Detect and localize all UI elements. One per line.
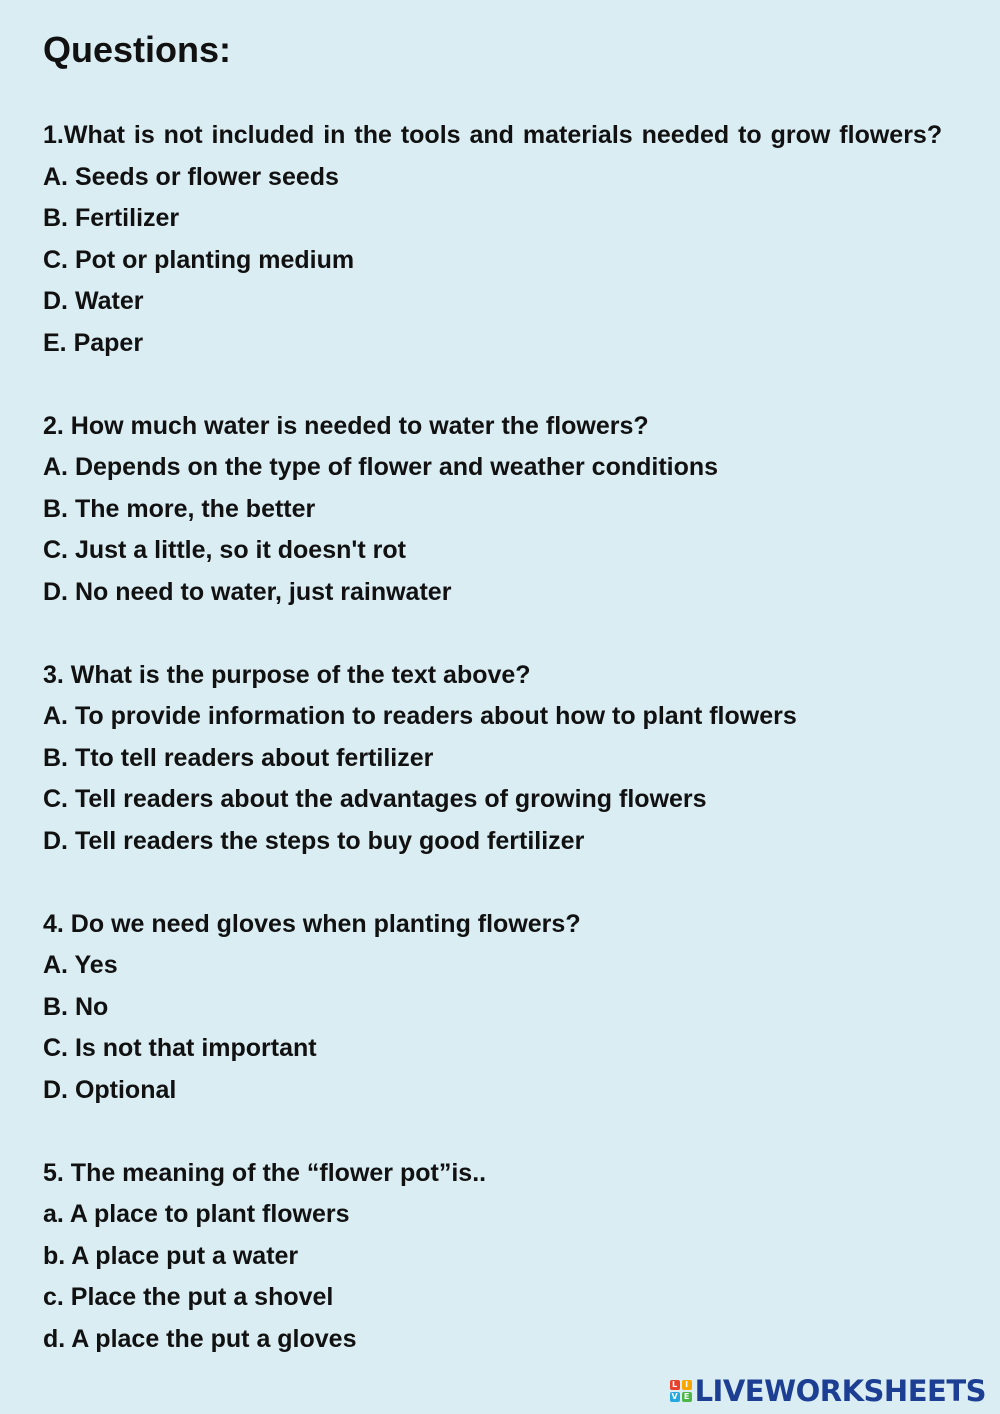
question-1 — [43, 115, 955, 364]
question-2-option-d: D. No need to water, just rainwater — [43, 577, 452, 606]
question-3-option-d: D. Tell readers the steps to buy good fertilizer — [43, 826, 585, 855]
liveworksheets-wordmark: LIVEWORKSHEETS — [694, 1374, 986, 1408]
liveworksheets-branding[interactable] — [670, 1374, 986, 1408]
question-1-option-a: A. Seeds or flower seeds — [43, 162, 339, 191]
logo-tile-l: L — [670, 1380, 680, 1390]
question-4-option-d: D. Optional — [43, 1075, 177, 1104]
question-5-option-b: b. A place put a water — [43, 1241, 299, 1270]
page-title: Questions: — [43, 29, 232, 70]
question-4-option-b: B. No — [43, 992, 109, 1021]
question-3-option-b: B. Tto tell readers about fertilizer — [43, 743, 434, 772]
question-2 — [43, 406, 955, 614]
question-5 — [43, 1153, 955, 1361]
question-1-option-c: C. Pot or planting medium — [43, 245, 355, 274]
logo-tile-v: V — [671, 1392, 678, 1401]
question-5-prompt: 5. The meaning of the “flower pot”is.. — [43, 1158, 487, 1187]
question-3-option-c: C. Tell readers about the advantages of growing flowers — [43, 785, 707, 813]
question-1-option-b: B. Fertilizer — [43, 204, 180, 232]
question-5-option-c: c. Place the put a shovel — [43, 1283, 334, 1311]
question-4 — [43, 904, 955, 1112]
question-3-prompt: 3. What is the purpose of the text above? — [43, 660, 531, 689]
question-3-option-a: A. To provide information to readers about how to plant flowers — [43, 702, 797, 730]
question-2-option-c: C. Just a little, so it doesn't rot — [43, 536, 406, 564]
question-4-prompt: 4. Do we need gloves when planting flowers? — [43, 909, 581, 938]
logo-tile-e: E — [682, 1392, 692, 1402]
question-5-option-a: a. A place to plant flowers — [43, 1200, 350, 1228]
logo-tile-i: I — [682, 1380, 692, 1390]
question-5-option-d: d. A place the put a gloves — [43, 1324, 357, 1353]
question-2-option-b: B. The more, the better — [43, 494, 316, 523]
question-4-option-c: C. Is not that important — [43, 1034, 317, 1062]
question-2-option-a: A. Depends on the type of flower and weather conditions — [43, 453, 719, 481]
question-4-option-a: A. Yes — [43, 951, 118, 979]
question-2-prompt: 2. How much water is needed to water the flowers? — [43, 411, 649, 440]
liveworksheets-logo-icon — [670, 1380, 692, 1402]
question-1-option-d: D. Water — [43, 287, 144, 315]
question-1-option-e: E. Paper — [43, 328, 144, 357]
question-1-prompt: 1.What is not included in the tools and materials needed to grow flowers? — [43, 121, 943, 149]
worksheet-page — [43, 24, 955, 1402]
question-3 — [43, 655, 955, 863]
